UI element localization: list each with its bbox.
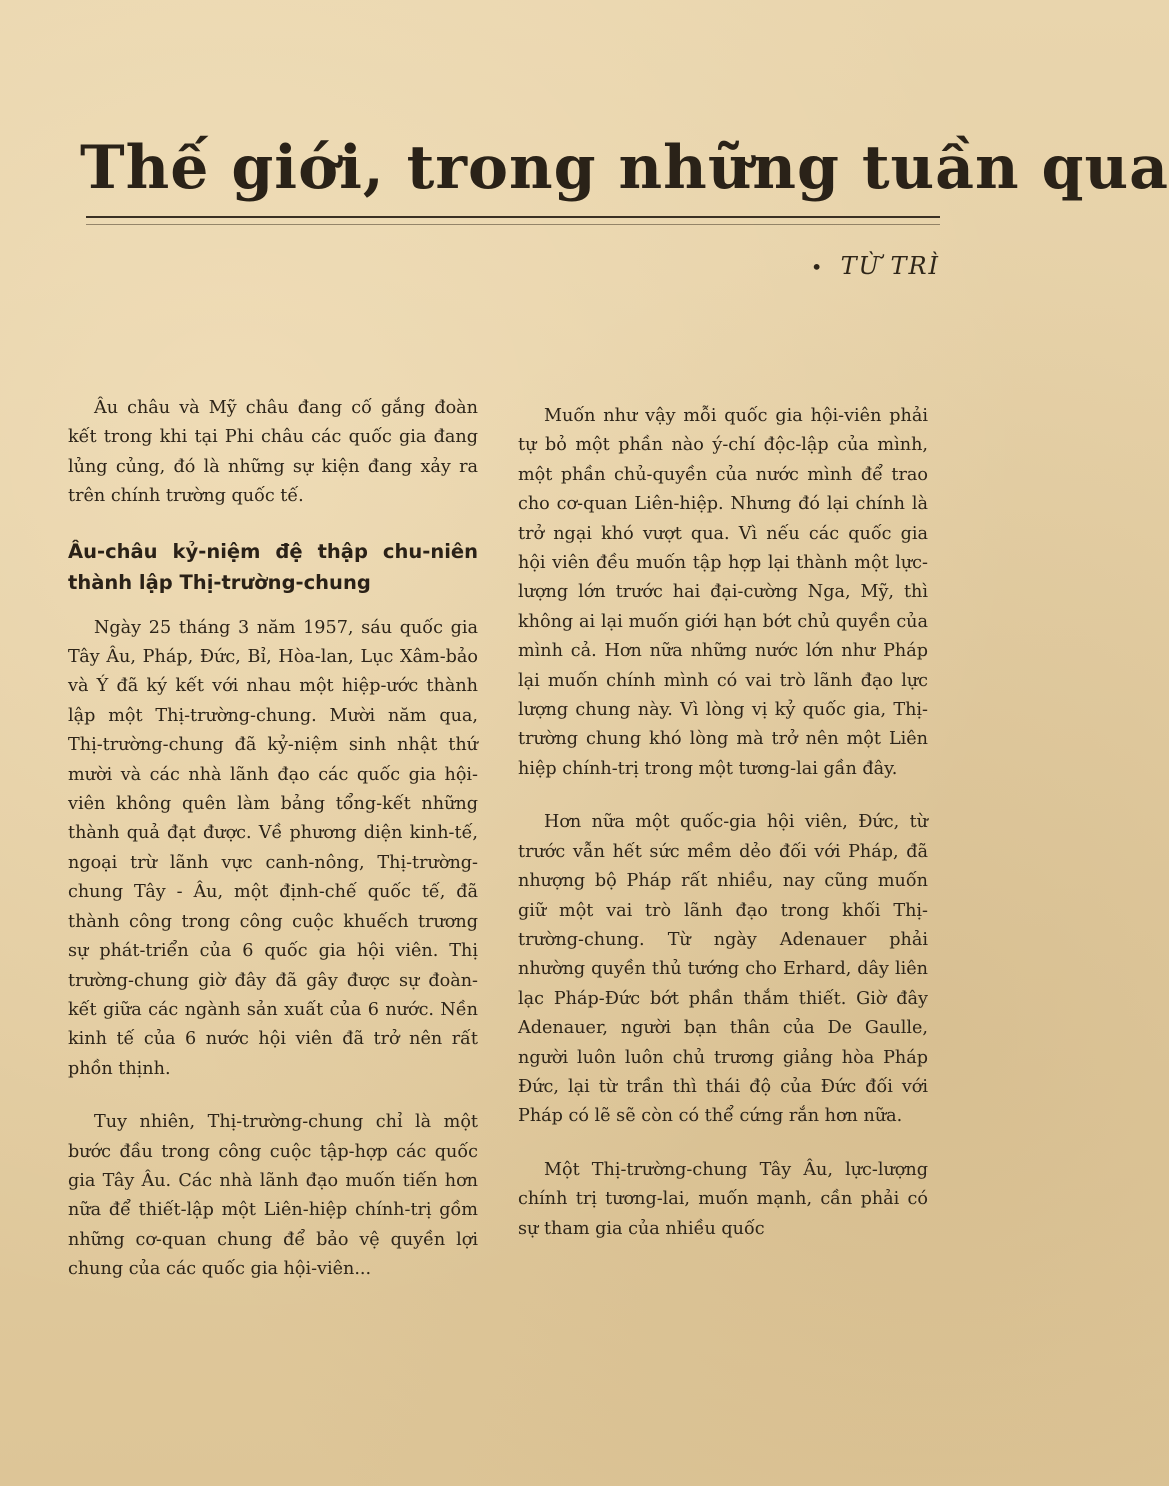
body-paragraph: Tuy nhiên, Thị-trường-chung chỉ là một bước đầu trong công cuộc tập-hợp các quốc gia Tây Âu. Các nhà lãnh đạo muốn tiến hơn nữa để thiết-lập một Liên-hiệp chính-trị gồm những cơ-quan chung để bảo vệ quyền lợi chung của các quốc gia hội-viên...: [68, 1112, 478, 1280]
byline: [811, 252, 940, 280]
intro-paragraph: Âu châu và Mỹ châu đang cố gắng đoàn kết trong khi tại Phi châu các quốc gia đang lủng củng, đó là những sự kiện đang xảy ra trên chính trường quốc tế.: [68, 398, 478, 507]
section-heading: Âu-châu kỷ-niệm đệ thập chu-niên thành lập Thị-trường-chung: [68, 539, 478, 594]
author-name: TỪ TRÌ: [840, 252, 940, 280]
left-column: [68, 390, 478, 1309]
byline-bullet: •: [810, 255, 825, 279]
title-underline: [86, 216, 940, 218]
body-paragraph: Hơn nữa một quốc-gia hội viên, Đức, từ trước vẫn hết sức mềm dẻo đối với Pháp, đã nhượng bộ Pháp rất nhiều, nay cũng muốn giữ một vai trò lãnh đạo trong khối Thị-trường-chung. Từ ngày Adenauer phải nhường quyền thủ tướng cho Erhard, dây liên lạc Pháp-Đức bớt phần thắm thiết. Giờ đây Adenauer, người bạn thân của De Gaulle, người luôn luôn chủ trương giảng hòa Pháp Đức, lại từ trần thì thái độ của Đức đối với Pháp có lẽ sẽ còn có thể cứng rắn hơn nữa.: [518, 812, 928, 1127]
body-paragraph: Muốn như vậy mỗi quốc gia hội-viên phải tự bỏ một phần nào ý-chí độc-lập của mình, một phần chủ-quyền của nước mình để trao cho cơ-quan Liên-hiệp. Nhưng đó lại chính là trở ngại khó vượt qua. Vì nếu các quốc gia hội viên đều muốn tập hợp lại thành một lực-lượng lớn trước hai đại-cường Nga, Mỹ, thì không ai lại muốn giới hạn bớt chủ quyền của mình cả. Hơn nữa những nước lớn như Pháp lại muốn chính mình có vai trò lãnh đạo lực lượng chung này. Vì lòng vị kỷ quốc gia, Thị-trường chung khó lòng mà trở nên một Liên hiệp chính-trị trong một tương-lai gần đây.: [518, 406, 928, 779]
body-paragraph: Một Thị-trường-chung Tây Âu, lực-lượng chính trị tương-lai, muốn mạnh, cần phải có sự tham gia của nhiều quốc: [518, 1159, 928, 1239]
article-title: Thế giới, trong những tuần qua: [80, 133, 1169, 203]
body-paragraph: Ngày 25 tháng 3 năm 1957, sáu quốc gia Tây Âu, Pháp, Đức, Bỉ, Hòa-lan, Lục Xâm-bảo và Ý đã ký kết với nhau một hiệp-ước thành lập một Thị-trường-chung. Mười năm qua, Thị-trường-chung đã kỷ-niệm sinh nhật thứ mười và các nhà lãnh đạo các quốc gia hội-viên không quên làm bảng tổng-kết những thành quả đạt được. Về phương diện kinh-tế, ngoại trừ lãnh vực canh-nông, Thị-trường-chung Tây - Âu, một định-chế quốc tế, đã thành công trong công cuộc khuếch trương sự phát-triển của 6 quốc gia hội viên. Thị trường-chung giờ đây đã gây được sự đoàn-kết giữa các ngành sản xuất của 6 nước. Nền kinh tế của 6 nước hội viên đã trở nên rất phồn thịnh.: [68, 617, 478, 1079]
title-underline-secondary: [86, 224, 940, 225]
right-column: [518, 390, 928, 1268]
